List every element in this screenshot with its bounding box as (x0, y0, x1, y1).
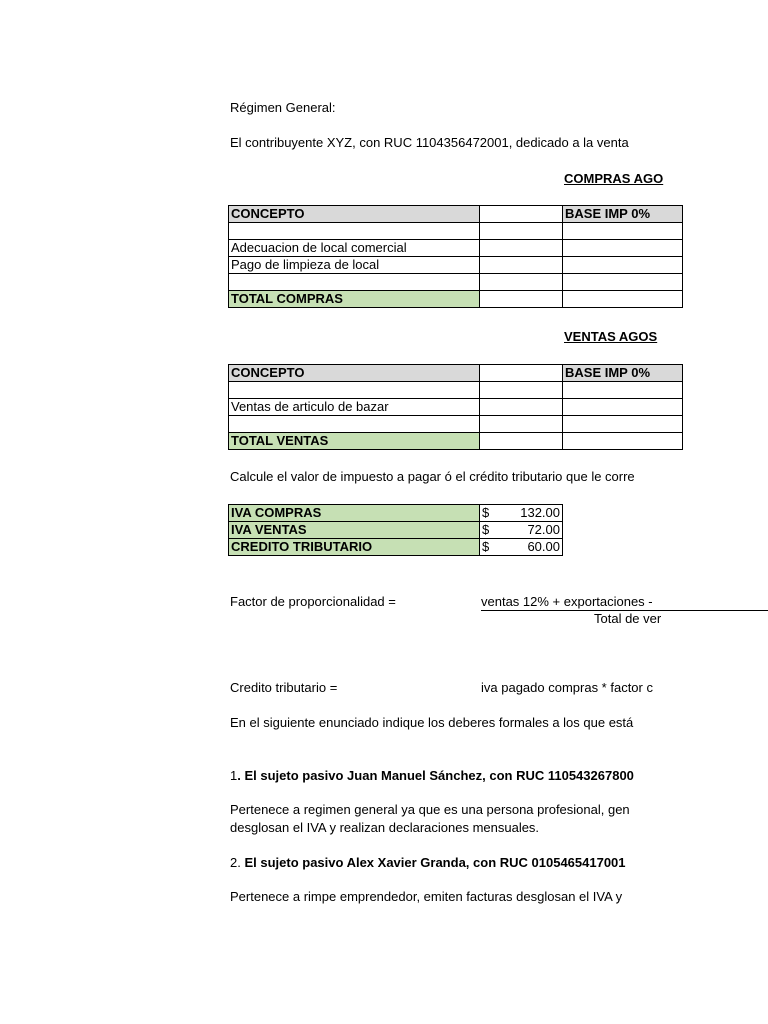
case1-answer-line1: Pertenece a regimen general ya que es una persona profesional, gen (230, 802, 630, 817)
compras-row-concepto (229, 223, 480, 240)
table-row (229, 416, 683, 433)
table-row (229, 399, 683, 416)
iva-compras-label: IVA COMPRAS (229, 505, 480, 522)
ventas-col-blank (480, 365, 563, 382)
factor-numerator: ventas 12% + exportaciones - (481, 594, 768, 611)
iva-ventas-amount: 72.00 (527, 522, 560, 537)
compras-row-concepto (229, 274, 480, 291)
table-row (229, 223, 683, 240)
case1-heading (230, 768, 634, 784)
compras-header-row (229, 206, 683, 223)
ventas-title: VENTAS AGOS (564, 329, 658, 344)
case1-title: . El sujeto pasivo Juan Manuel Sánchez, con RUC 110543267800 (237, 768, 634, 783)
compras-row-concepto: Adecuacion de local comercial (229, 240, 480, 257)
compras-title: COMPRAS AGO (564, 171, 664, 186)
currency-symbol: $ (482, 522, 490, 537)
credito-tributario-row (229, 539, 563, 556)
ventas-row-concepto (229, 416, 480, 433)
case2-title: El sujeto pasivo Alex Xavier Granda, con RUC 0105465417001 (244, 855, 626, 870)
case1-number: 1 (230, 768, 238, 783)
regimen-label: Régimen General: (230, 100, 336, 115)
iva-compras-row (229, 505, 563, 522)
ventas-col-base-0: BASE IMP 0% (563, 365, 683, 382)
compras-row-concepto: Pago de limpieza de local (229, 257, 480, 274)
ventas-header-row (229, 365, 683, 382)
compras-total-row (229, 291, 683, 308)
deberes-prompt: En el siguiente enunciado indique los deberes formales a los que está (230, 715, 634, 730)
currency-symbol: $ (482, 539, 490, 554)
case1-answer-line2: desglosan el IVA y realizan declaraciones mensuales. (230, 820, 540, 835)
case2-heading (230, 855, 626, 871)
credito-label: Credito tributario = (230, 680, 338, 695)
compras-table (228, 205, 683, 308)
compras-total-label: TOTAL COMPRAS (229, 291, 480, 308)
ventas-total-row (229, 433, 683, 450)
iva-ventas-row (229, 522, 563, 539)
table-row (229, 257, 683, 274)
calc-prompt: Calcule el valor de impuesto a pagar ó el crédito tributario que le corre (230, 469, 635, 484)
ventas-row-concepto (229, 382, 480, 399)
compras-col-blank (480, 206, 563, 223)
case2-answer-line1: Pertenece a rimpe emprendedor, emiten facturas desglosan el IVA y (230, 889, 623, 904)
ventas-total-label: TOTAL VENTAS (229, 433, 480, 450)
compras-col-base-0: BASE IMP 0% (563, 206, 683, 223)
table-row (229, 382, 683, 399)
iva-compras-amount: 132.00 (520, 505, 560, 520)
credito-tributario-label: CREDITO TRIBUTARIO (229, 539, 480, 556)
credito-formula: iva pagado compras * factor c (481, 680, 653, 695)
factor-denominator: Total de ver (594, 611, 662, 626)
taxpayer-statement: El contribuyente XYZ, con RUC 1104356472001, dedicado a la venta (230, 135, 629, 150)
ventas-col-concepto: CONCEPTO (229, 365, 480, 382)
iva-ventas-label: IVA VENTAS (229, 522, 480, 539)
currency-symbol: $ (482, 505, 490, 520)
case2-number: 2. (230, 855, 241, 870)
credito-tributario-amount: 60.00 (527, 539, 560, 554)
compras-col-concepto: CONCEPTO (229, 206, 480, 223)
iva-summary-table (228, 504, 563, 556)
table-row (229, 240, 683, 257)
ventas-table (228, 364, 683, 450)
factor-label: Factor de proporcionalidad = (230, 594, 396, 609)
ventas-row-concepto: Ventas de articulo de bazar (229, 399, 480, 416)
table-row (229, 274, 683, 291)
